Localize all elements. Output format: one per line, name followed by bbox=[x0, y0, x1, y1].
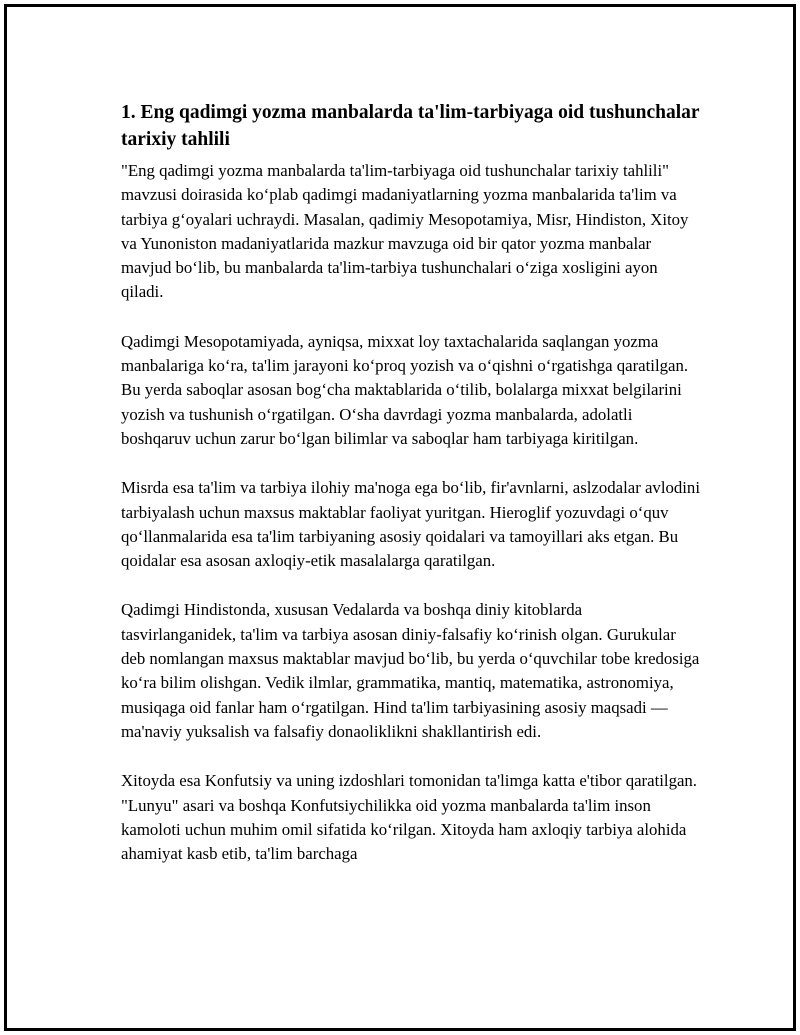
paragraph-mesopotamia: Qadimgi Mesopotamiyada, ayniqsa, mixxat loy taxtachalarida saqlangan yozma manbalariga ko‘ra, ta'lim jarayoni ko‘proq yozish va o‘qishni o‘rgatishga qaratilgan. Bu yerda saboqlar asosan bog‘cha maktablarida o‘tilib, bolalarga mixxat belgilarini yozish va tushunish o‘rgatilgan. O‘sha davrdagi yozma manbalarda, adolatli boshqaruv uchun zarur bo‘lgan bilimlar va saboqlar ham tarbiyaga kiritilgan. bbox=[121, 331, 689, 448]
section-heading: 1. Eng qadimgi yozma manbalarda ta'lim-tarbiyaga oid tushunchalar tarixiy tahlili bbox=[121, 102, 700, 150]
paragraph-china: Xitoyda esa Konfutsiy va uning izdoshlari tomonidan ta'limga katta e'tibor qaratilgan. "Lunyu" asari va boshqa Konfutsiychilikka oid yozma manbalarda ta'lim inson kamoloti uchun muhim omil sifatida ko‘rilgan. Xitoyda ham axloqiy tarbiya alohida ahamiyat kasb etib, ta'lim barchaga bbox=[121, 771, 698, 864]
paragraph-intro: "Eng qadimgi yozma manbalarda ta'lim-tarbiyaga oid tushunchalar tarixiy tahlili" mavzusi doirasida ko‘plab qadimgi madaniyatlarning yozma manbalarida ta'lim va tarbiya g‘oyalari uchraydi. Masalan, qadimiy Mesopotamiya, Misr, Hindiston, Xitoy va Yunoniston madaniyatlarida mazkur mavzuga oid bir qator yozma manbalar mavjud bo‘lib, bu manbalarda ta'lim-tarbiya tushunchalari o‘ziga xosligini ayon qiladi. bbox=[121, 161, 689, 302]
paragraph-india: Qadimgi Hindistonda, xususan Vedalarda va boshqa diniy kitoblarda tasvirlanganidek, ta'lim va tarbiya asosan diniy-falsafiy ko‘rinish olgan. Gurukular deb nomlangan maxsus maktablar mavjud bo‘lib, bu yerda o‘quvchilar tobe kredosiga ko‘ra bilim olishgan. Vedik ilmlar, grammatika, mantiq, matematika, astronomiya, musiqaga oid fanlar ham o‘rgatilgan. Hind ta'lim tarbiyasining asosiy maqsadi — ma'naviy yuksalish va falsafiy donaoliklikni shakllantirish edi. bbox=[121, 600, 700, 741]
document-body bbox=[121, 99, 701, 891]
paragraph-egypt: Misrda esa ta'lim va tarbiya ilohiy ma'noga ega bo‘lib, fir'avnlarni, aslzodalar avlodini tarbiyalash uchun maxsus maktablar faoliyat yuritgan. Hieroglif yozuvdagi o‘quv qo‘llanmalarida esa ta'lim tarbiyaning asosiy qoidalari va tamoyillari aks etgan. Bu qoidalar esa asosan axloqiy-etik masalalarga qaratilgan. bbox=[121, 478, 700, 571]
page-frame bbox=[4, 4, 796, 1031]
